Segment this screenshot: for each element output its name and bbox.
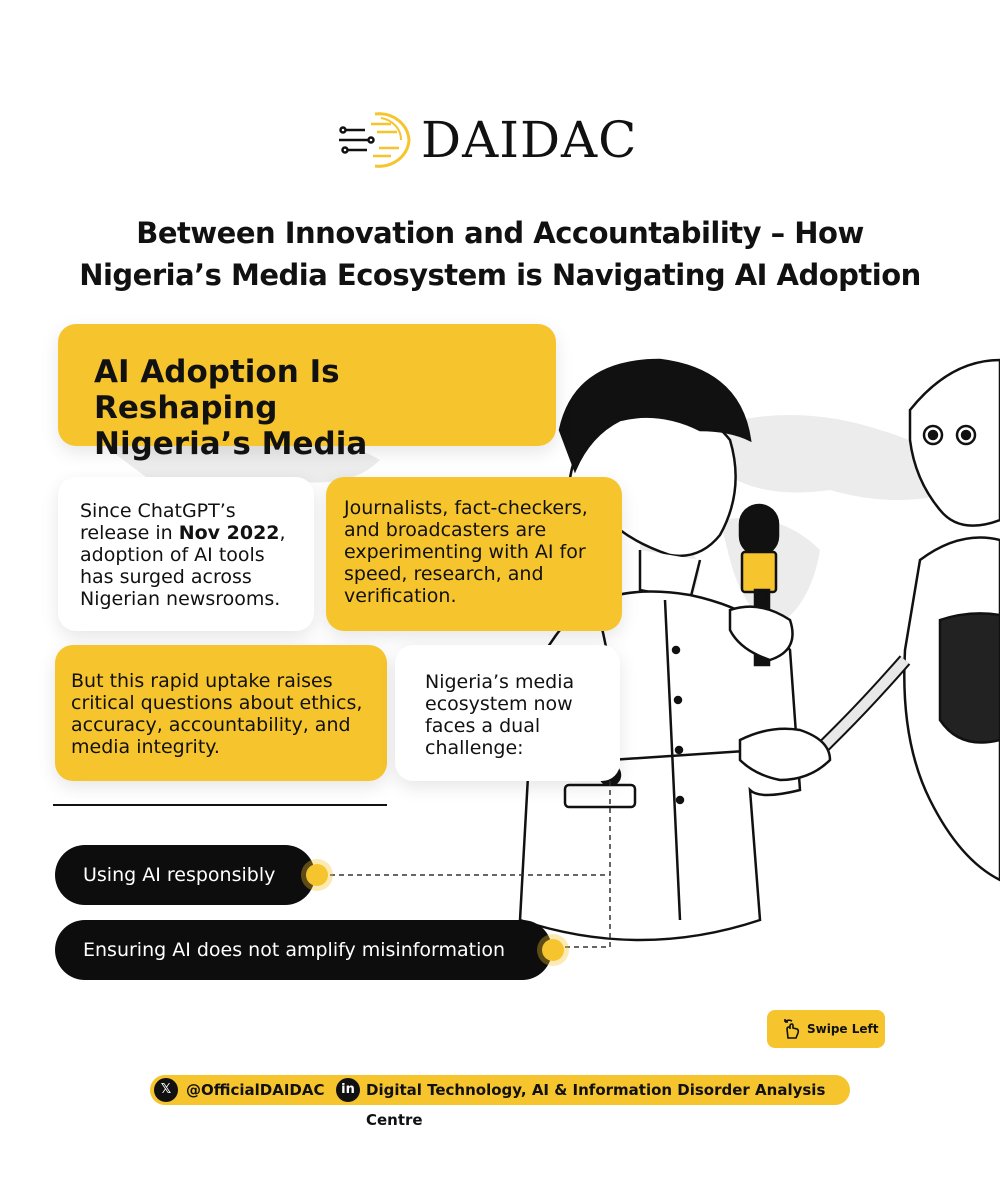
title-line-2: Nigeria’s Media Ecosystem is Navigating AI Adoption <box>79 258 921 292</box>
info-card-release <box>58 477 314 631</box>
organization-name[interactable]: Digital Technology, AI & Information Disorder Analysis Centre <box>366 1081 826 1129</box>
swipe-label: Swipe Left <box>807 1022 879 1036</box>
swipe-left-hint[interactable] <box>767 1010 885 1048</box>
challenge-pill-responsible <box>55 845 315 905</box>
challenge-label: Ensuring AI does not amplify misinformation <box>83 939 506 961</box>
swipe-hand-icon <box>779 1017 803 1041</box>
card2-text: Journalists, fact-checkers, and broadcasters are experimenting with AI for speed, research, and verification. <box>344 497 588 607</box>
info-card-questions <box>55 645 387 781</box>
circuit-globe-icon <box>335 108 415 172</box>
connector-dot <box>306 864 328 886</box>
x-icon[interactable]: 𝕏 <box>154 1078 178 1102</box>
info-card-dual-challenge <box>395 645 620 781</box>
card1-highlight: Nov 2022 <box>178 522 280 544</box>
headline-card <box>58 324 556 462</box>
challenge-label: Using AI responsibly <box>83 864 276 886</box>
linkedin-icon[interactable]: in <box>336 1078 360 1102</box>
divider <box>53 804 387 806</box>
card1-text-before: Since ChatGPT’s release in <box>80 500 236 544</box>
headline-line-2: Nigeria’s Media <box>94 426 368 462</box>
social-footer <box>150 1075 850 1129</box>
page-title <box>40 212 960 296</box>
challenge-pill-misinformation <box>55 920 552 980</box>
social-handle[interactable]: @OfficialDAIDAC <box>186 1081 325 1099</box>
card4-text: Nigeria’s media ecosystem now faces a dual challenge: <box>425 671 575 759</box>
headline-line-1: AI Adoption Is Reshaping <box>94 354 340 426</box>
brand-logo <box>335 108 665 172</box>
card1-text-after: , adoption of AI tools has surged across Nigerian newsrooms. <box>80 522 286 610</box>
card3-text: But this rapid uptake raises critical questions about ethics, accuracy, accountability, and media integrity. <box>71 670 363 758</box>
connector-dot <box>542 939 564 961</box>
title-line-1: Between Innovation and Accountability – How <box>136 216 864 250</box>
info-card-experimenting <box>326 477 622 631</box>
brand-name: DAIDAC <box>421 111 638 169</box>
